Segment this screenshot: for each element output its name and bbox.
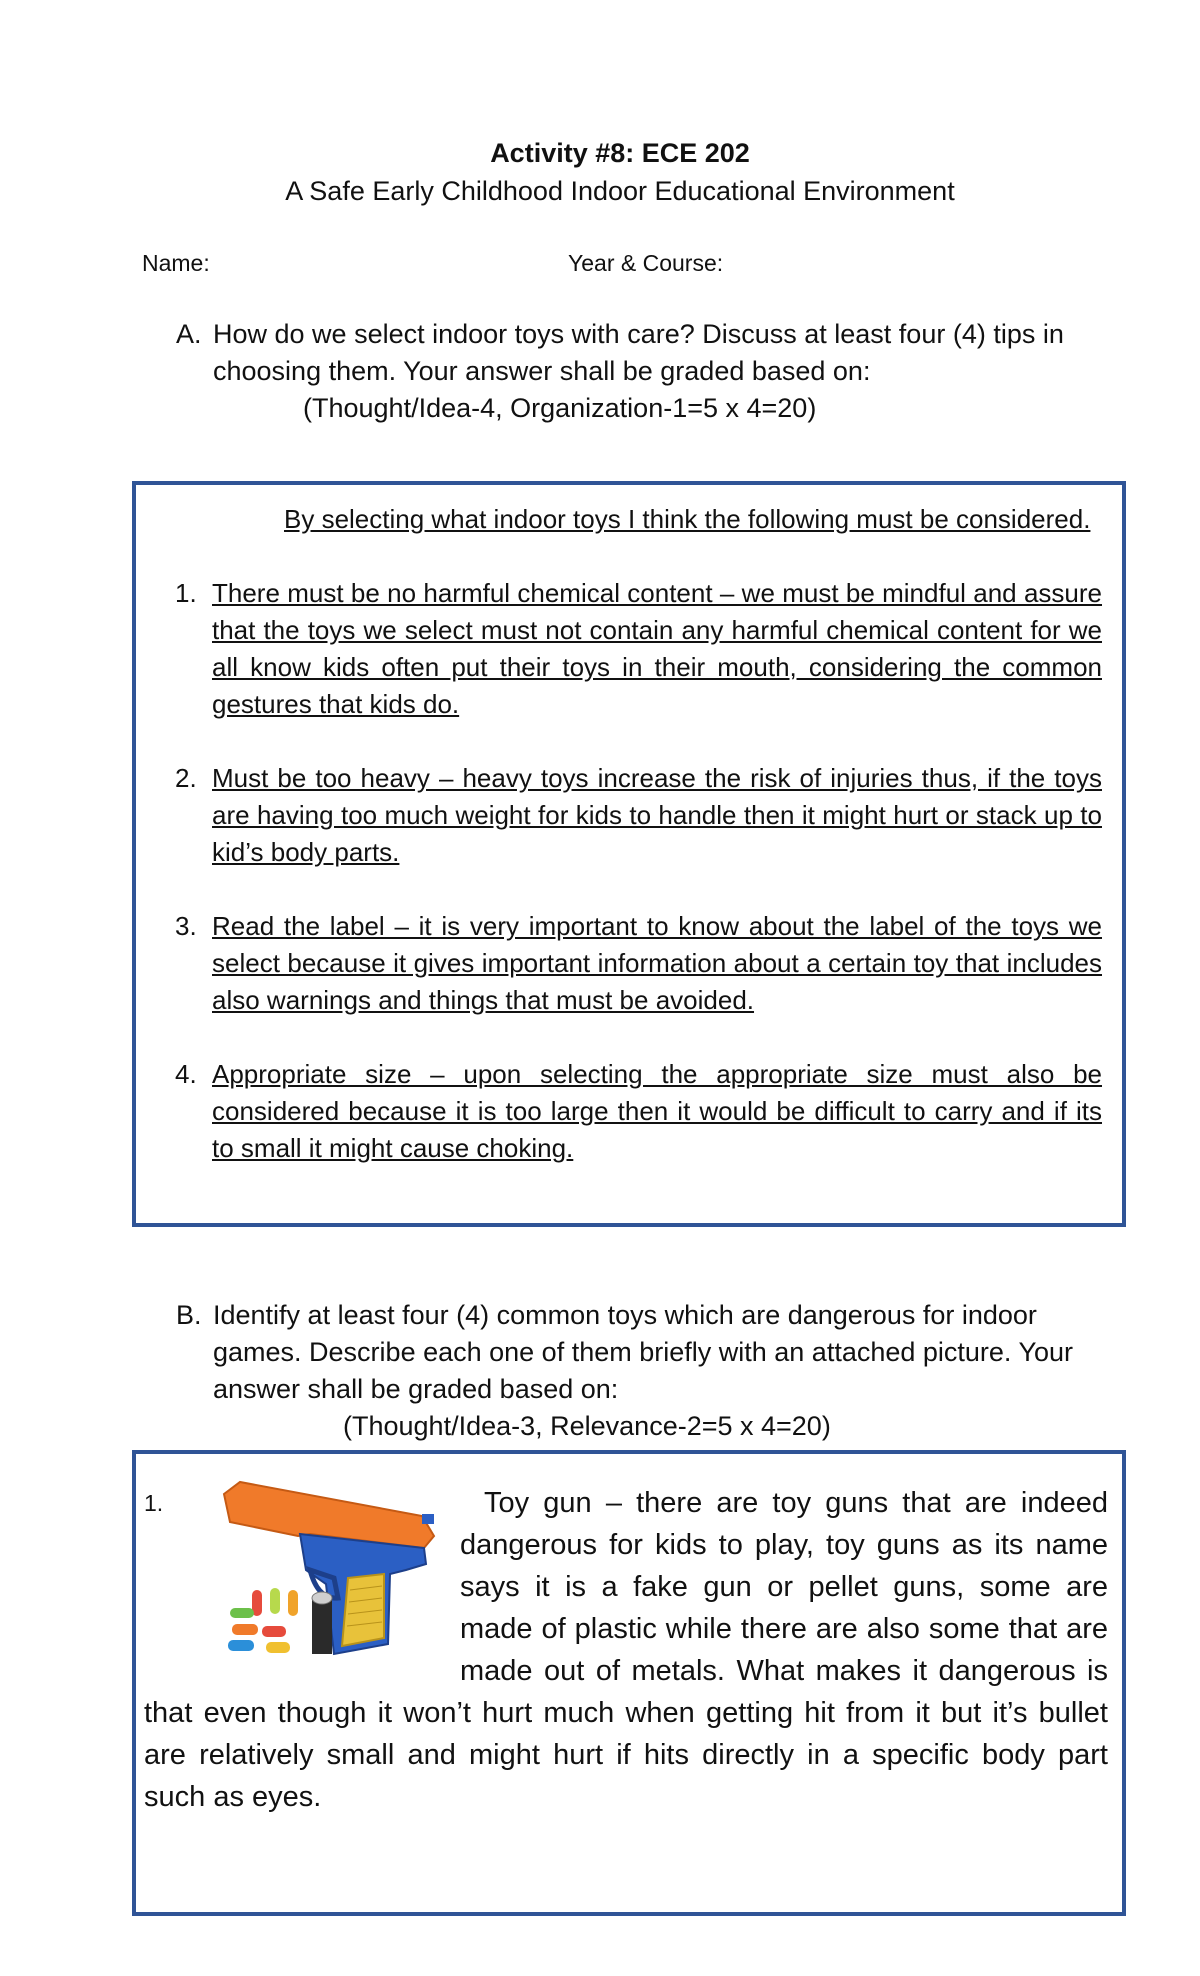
tip-item [175,908,1102,1019]
tip-number: 4. [175,1059,197,1089]
tip-text: There must be no harmful chemical content – we must be mindful and assure that the toys we select must not contain any harmful chemical content for we all know kids often put their toys in their mouth, considering the common gestures that kids do. [212,578,1102,719]
answer-box-a [132,481,1126,1227]
tip-number: 3. [175,911,197,941]
toy-gun-image [210,1474,442,1662]
question-b-marker: B. [176,1300,202,1330]
page-subtitle: A Safe Early Childhood Indoor Educational Environment [285,176,955,206]
tip-text: Read the label – it is very important to know about the label of the toys we select because it gives important information about a certain toy that includes also warnings and things that must be avoided. [212,911,1102,1015]
tip-number: 2. [175,763,197,793]
tip-item [175,1056,1102,1167]
answer-box-b [132,1450,1126,1916]
page-title: Activity #8: ECE 202 [490,138,750,168]
answer-b-text: Toy gun – there are toy guns that are indeed dangerous for kids to play, toy guns as its name says it is a fake gun or pellet guns, some are made of plastic while there are also some that are made out of metals. What makes it dangerous is that even though it won’t hurt much when getting hit from it but it’s bullet are relatively small and might hurt if hits directly in a specific body part such as eyes. [144,1487,1108,1813]
question-a [176,316,1096,427]
tip-text: Must be too heavy – heavy toys increase the risk of injuries thus, if the toys are having too much weight for kids to handle then it might hurt or stack up to kid’s body parts. [212,763,1102,867]
answer-a-content [175,501,1102,1167]
question-a-text: How do we select indoor toys with care? Discuss at least four (4) tips in choosing them. Your answer shall be graded based on: [213,319,1064,386]
question-a-criteria: (Thought/Idea-4, Organization-1=5 x 4=20) [303,393,817,423]
answer-b-content [144,1482,1108,1818]
question-b-text: Identify at least four (4) common toys which are dangerous for indoor games. Describe each one of them briefly with an attached picture. Your answer shall be graded based on: [213,1300,1073,1404]
year-course-label: Year & Course: [568,250,724,276]
tip-item [175,760,1102,871]
question-b [176,1297,1096,1445]
question-b-criteria: (Thought/Idea-3, Relevance-2=5 x 4=20) [343,1411,831,1441]
name-label: Name: [142,250,210,276]
tip-item [175,575,1102,723]
tip-text: Appropriate size – upon selecting the appropriate size must also be considered because it is too large then it would be difficult to carry and if its to small it might cause choking. [212,1059,1102,1163]
tip-number: 1. [175,578,197,608]
answer-a-intro: By selecting what indoor toys I think the following must be considered. [284,504,1091,534]
question-a-marker: A. [176,319,202,349]
answer-b-number: 1. [144,1490,164,1516]
